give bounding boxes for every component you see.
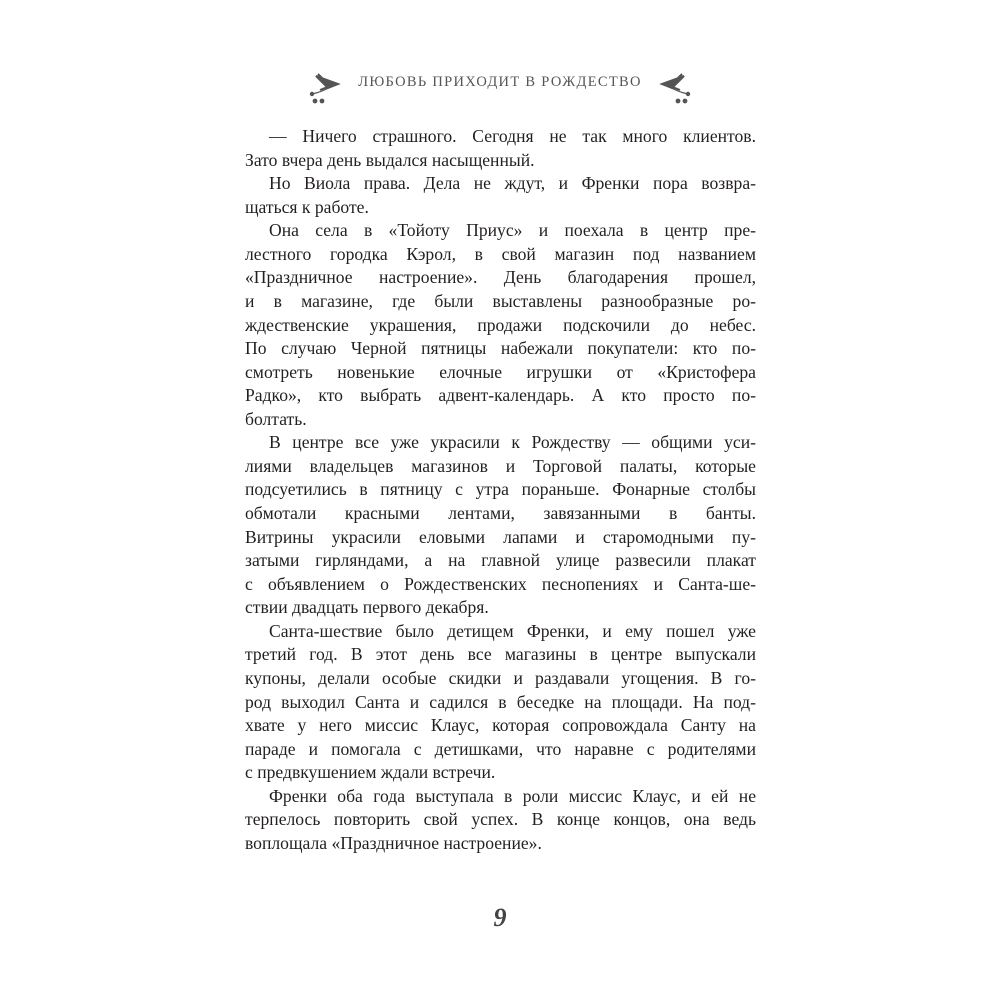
text-line: Радко», кто выбрать адвент-календарь. А кто просто по-: [245, 385, 756, 406]
text-line: род выходил Санта и садился в беседке на площади. На под-: [245, 691, 756, 712]
text-line: смотреть новенькие елочные игрушки от «Кристофера: [245, 361, 756, 382]
text-line: Витрины украсили еловыми лапами и старомодными пу-: [245, 526, 756, 547]
text-line: терпелось повторить свой успех. В конце концов, она ведь: [245, 809, 756, 830]
paragraph: [245, 219, 756, 431]
text-line: щаться к работе.: [245, 196, 369, 217]
text-line: и в магазине, где были выставлены разнообразные ро-: [245, 290, 756, 311]
body-text: [245, 125, 756, 855]
text-line: лиями владельцев магазинов и Торговой палаты, которые: [245, 455, 756, 476]
text-line: Санта-шествие было детищем Френки, и ему пошел уже: [269, 620, 756, 641]
text-line: подсуетились в пятницу с утра пораньше. Фонарные столбы: [245, 479, 756, 500]
text-line: затыми гирляндами, а на главной улице развесили плакат: [245, 550, 756, 571]
text-line: параде и помогала с детишками, что наравне с родителями: [245, 738, 756, 759]
holly-sprig-icon: [306, 66, 348, 106]
paragraph: [245, 431, 756, 620]
text-line: третий год. В этот день все магазины в центре выпускали: [245, 644, 756, 665]
text-line: с объявлением о Рождественских песнопениях и Санта-ше-: [245, 573, 756, 594]
holly-sprig-icon: [652, 66, 694, 106]
running-title: ЛЮБОВЬ ПРИХОДИТ В РОЖДЕСТВО: [358, 74, 642, 90]
text-line: В центре все уже украсили к Рождеству — общими уси-: [269, 432, 756, 453]
text-line: воплощала «Праздничное настроение».: [245, 832, 542, 853]
text-line: купоны, делали особые скидки и раздавали угощения. В го-: [245, 667, 756, 688]
running-header: [0, 66, 1000, 106]
page-number: 9: [493, 903, 507, 932]
text-line: ждественские украшения, продажи подскочили до небес.: [245, 314, 756, 335]
text-line: хвате у него миссис Клаус, которая сопровождала Санту на: [245, 715, 756, 736]
text-line: Но Виола права. Дела не ждут, и Френки пора возвра-: [269, 173, 756, 194]
text-line: Френки оба года выступала в роли миссис Клаус, и ей не: [269, 785, 756, 806]
text-line: обмотали красными лентами, завязанными в банты.: [245, 503, 756, 523]
text-line: болтать.: [245, 408, 307, 429]
text-line: лестного городка Кэрол, в свой магазин под названием: [245, 243, 756, 264]
text-line: — Ничего страшного. Сегодня не так много клиентов.: [269, 126, 756, 146]
paragraph: [245, 125, 756, 172]
text-line: ствии двадцать первого декабря.: [245, 597, 489, 618]
text-line: с предвкушением ждали встречи.: [245, 762, 496, 783]
text-line: Она села в «Тойоту Приус» и поехала в центр пре-: [269, 220, 756, 241]
paragraph: [245, 172, 756, 219]
text-line: По случаю Черной пятницы набежали покупатели: кто по-: [245, 338, 756, 359]
paragraph: [245, 620, 756, 785]
text-line: «Праздничное настроение». День благодарения прошел,: [245, 267, 756, 288]
text-line: Зато вчера день выдался насыщенный.: [245, 149, 535, 170]
paragraph: [245, 785, 756, 856]
